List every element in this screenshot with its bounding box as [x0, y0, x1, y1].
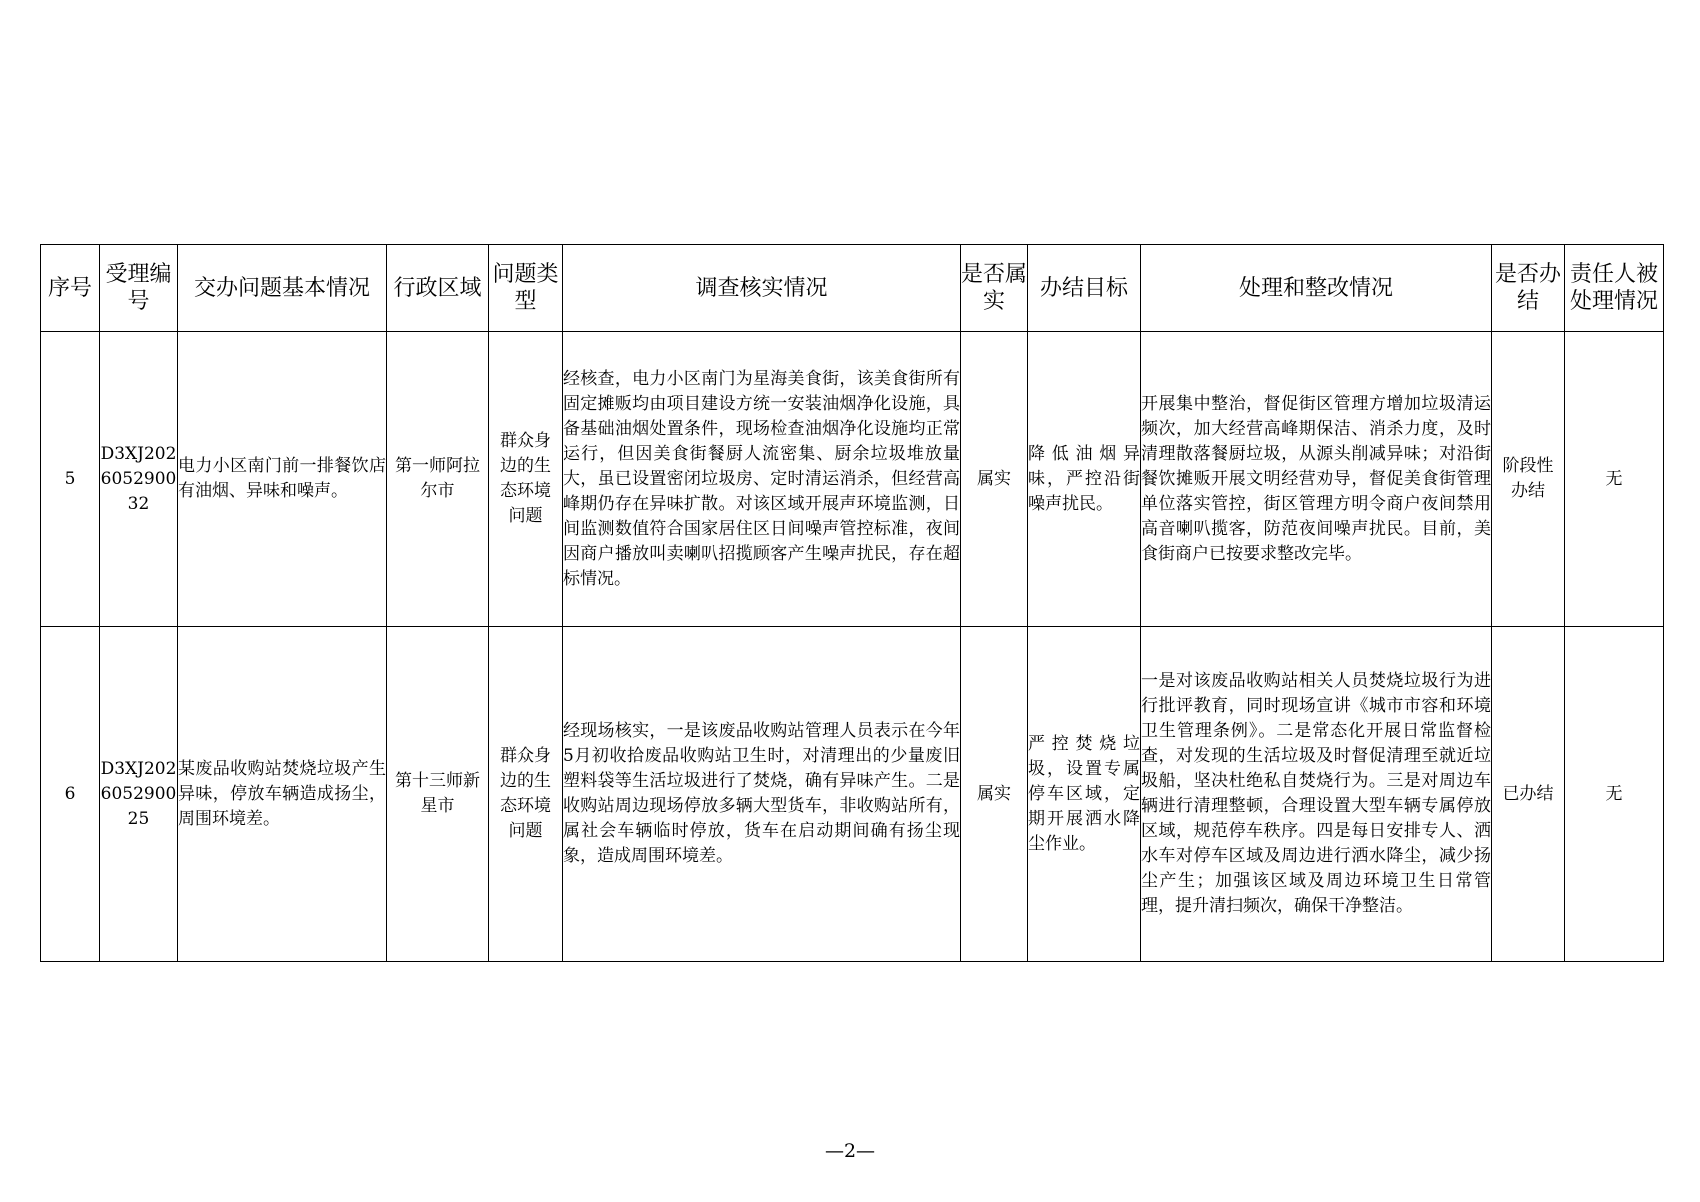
header-index: 序号 [41, 245, 100, 332]
cell-issue: 某废品收购站焚烧垃圾产生异味，停放车辆造成扬尘，周围环境差。 [178, 627, 387, 962]
cell-issue: 电力小区南门前一排餐饮店有油烟、异味和噪声。 [178, 332, 387, 627]
cell-case-id: D3XJ202605290025 [100, 627, 178, 962]
report-table [40, 244, 1664, 962]
header-completed: 是否办结 [1492, 245, 1565, 332]
header-region: 行政区域 [387, 245, 489, 332]
cell-verified: 属实 [961, 627, 1028, 962]
cell-completed: 阶段性办结 [1492, 332, 1565, 627]
cell-type: 群众身边的生态环境问题 [489, 627, 563, 962]
cell-index: 5 [41, 332, 100, 627]
cell-accountability: 无 [1565, 627, 1664, 962]
cell-accountability: 无 [1565, 332, 1664, 627]
cell-case-id: D3XJ202605290032 [100, 332, 178, 627]
header-rectification: 处理和整改情况 [1141, 245, 1492, 332]
cell-rectification: 开展集中整治，督促街区管理方增加垃圾清运频次，加大经营高峰期保洁、消杀力度，及时清理散落餐厨垃圾，从源头削减异味；对沿街餐饮摊贩开展文明经营劝导，督促美食街管理单位落实管控，街区管理方明令商户夜间禁用高音喇叭揽客，防范夜间噪声扰民。目前，美食街商户已按要求整改完毕。 [1141, 332, 1492, 627]
cell-investigation: 经现场核实，一是该废品收购站管理人员表示在今年5月初收拾废品收购站卫生时，对清理出的少量废旧塑料袋等生活垃圾进行了焚烧，确有异味产生。二是收购站周边现场停放多辆大型货车，非收购站所有，属社会车辆临时停放，货车在启动期间确有扬尘现象，造成周围环境差。 [563, 627, 961, 962]
header-type: 问题类型 [489, 245, 563, 332]
header-accountability: 责任人被处理情况 [1565, 245, 1664, 332]
cell-verified: 属实 [961, 332, 1028, 627]
page-number: —2— [824, 1140, 876, 1162]
header-goal: 办结目标 [1028, 245, 1141, 332]
cell-index: 6 [41, 627, 100, 962]
header-issue: 交办问题基本情况 [178, 245, 387, 332]
cell-completed: 已办结 [1492, 627, 1565, 962]
cell-goal: 降低油烟异味，严控沿街噪声扰民。 [1028, 332, 1141, 627]
cell-investigation: 经核查，电力小区南门为星海美食街，该美食街所有固定摊贩均由项目建设方统一安装油烟净化设施，具备基础油烟处置条件，现场检查油烟净化设施均正常运行，但因美食街餐厨人流密集、厨余垃圾堆放量大，虽已设置密闭垃圾房、定时清运消杀，但经营高峰期仍存在异味扩散。对该区域开展声环境监测，日间监测数值符合国家居住区日间噪声管控标准，夜间因商户播放叫卖喇叭招揽顾客产生噪声扰民，存在超标情况。 [563, 332, 961, 627]
cell-type: 群众身边的生态环境问题 [489, 332, 563, 627]
cell-region: 第一师阿拉尔市 [387, 332, 489, 627]
cell-goal: 严控焚烧垃圾，设置专属停车区域，定期开展洒水降尘作业。 [1028, 627, 1141, 962]
header-row [41, 245, 1664, 332]
header-case-id: 受理编号 [100, 245, 178, 332]
table-row [41, 627, 1664, 962]
header-verified: 是否属实 [961, 245, 1028, 332]
table-row [41, 332, 1664, 627]
cell-rectification: 一是对该废品收购站相关人员焚烧垃圾行为进行批评教育，同时现场宣讲《城市市容和环境卫生管理条例》。二是常态化开展日常监督检查，对发现的生活垃圾及时督促清理至就近垃圾船，坚决杜绝私自焚烧行为。三是对周边车辆进行清理整顿，合理设置大型车辆专属停放区域，规范停车秩序。四是每日安排专人、洒水车对停车区域及周边进行洒水降尘，减少扬尘产生；加强该区域及周边环境卫生日常管理，提升清扫频次，确保干净整洁。 [1141, 627, 1492, 962]
cell-region: 第十三师新星市 [387, 627, 489, 962]
header-investigation: 调查核实情况 [563, 245, 961, 332]
